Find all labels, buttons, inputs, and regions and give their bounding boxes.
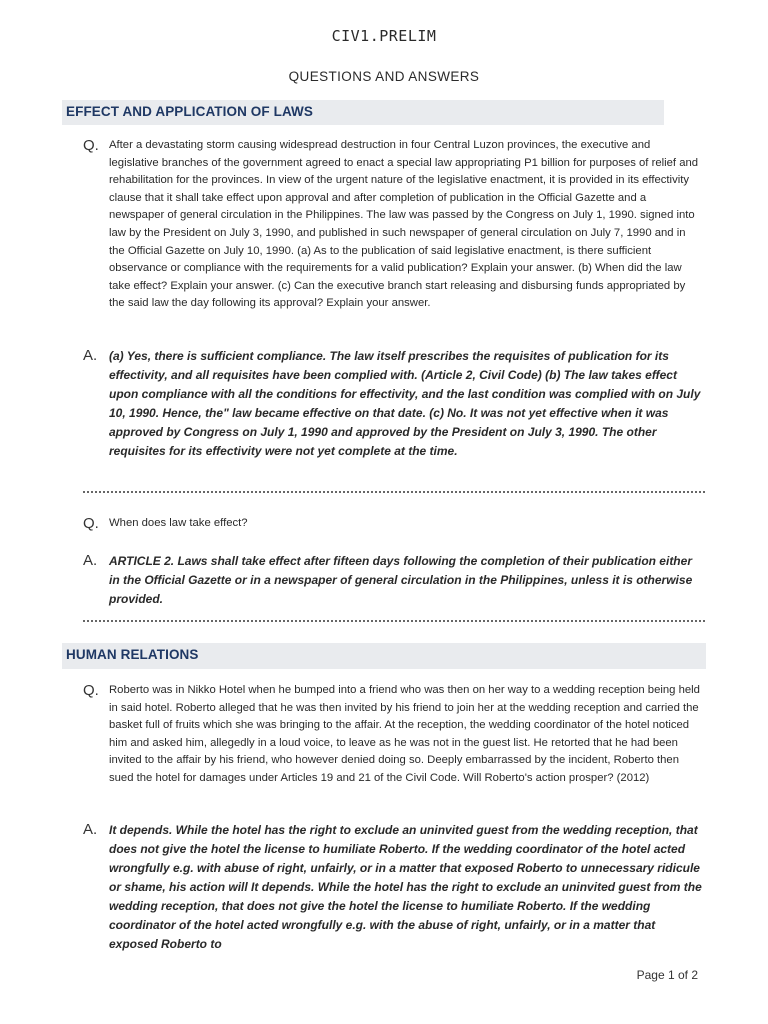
answer-text: ARTICLE 2. Laws shall take effect after fifteen days following the completion of their publication either in the Official Gazette or in a newspaper of general circulation in the Philippines, unless it is otherwise provided. [109, 554, 693, 606]
section-heading-label: EFFECT AND APPLICATION OF LAWS [66, 104, 313, 119]
section-heading-label: HUMAN RELATIONS [66, 647, 199, 662]
page-number: Page 1 of 2 [636, 968, 698, 982]
question-marker: Q. [83, 515, 99, 532]
question-marker: Q. [83, 137, 99, 154]
answer-text: (a) Yes, there is sufficient compliance. The law itself prescribes the requisites of publication for its effectivity, and all requisites have been complied with. (Article 2, Civil Code) (b) The law takes effect upon compliance with all the conditions for effectivity, and the last condition was complied with on July 10, 1990. Hence, the" law became effective on that date. (c) No. It was not yet effective when it was approved by Congress on July 1, 1990 and approved by the President on July 3, 1990. The other requisites for its effectivity were not yet complete at the time. [109, 349, 701, 458]
dotted-divider [83, 620, 705, 622]
dotted-divider [83, 491, 705, 493]
answer-text: It depends. While the hotel has the right to exclude an uninvited guest from the wedding reception, that does not give the hotel the license to humiliate Roberto. If the wedding coordinator of the hotel acted wrongfully e.g. with abuse of right, unfairly, or in a matter that exposed Roberto to unnecessary ridicule or shame, his action will It depends. While the hotel has the right to exclude an uninvited guest from the wedding reception, that does not give the hotel the license to humiliate Roberto. If the wedding coordinator of the hotel acted wrongfully e.g. with the abuse of right, unfairly, or in a matter that exposed Roberto to [109, 823, 702, 951]
document-subtitle: QUESTIONS AND ANSWERS [288, 69, 480, 84]
question-text: When does law take effect? [109, 517, 248, 529]
question-text: After a devastating storm causing widespread destruction in four Central Luzon provinces, the executive and legislative branches of the government agreed to enact a special law appropriating P1 billion for purposes of relief and rehabilitation for the provinces. In view of the urgent nature of the legislative enactment, it is provided in its effectivity clause that it shall take effect upon approval and after completion of publication in the Official Gazette and a newspaper of general circulation in the Philippines. The law was passed by the Congress on July 1, 1990. signed into law by the President on July 3, 1990, and published in such newspaper of general circulation on July 7, 1990 and in the Official Gazette on July 10, 1990. (a) As to the publication of said legislative enactment, is there sufficient observance or compliance with the requirements for a valid publication? Explain your answer. (b) When did the law take effect? Explain your answer. (c) Can the executive branch start releasing and disbursing funds appropriated by the said law the day following its approval? Explain your answer. [109, 139, 699, 310]
section-heading-effect-laws [62, 100, 664, 125]
question-marker: Q. [83, 682, 99, 699]
document-title: CIV1.PRELIM [331, 27, 437, 45]
answer-marker: A. [83, 347, 98, 364]
question-text: Roberto was in Nikko Hotel when he bumped into a friend who was then on her way to a wedding reception being held in said hotel. Roberto alleged that he was then invited by his friend to join her at the wedding reception and carried the basket full of fruits which she was bringing to the affair. At the reception, the wedding coordinator of the hotel noticed him and asked him, allegedly in a loud voice, to leave as he was not in the guest list. He retorted that he had been invited to the affair by his friend, who however denied doing so. Deeply embarrassed by the incident, Roberto then sued the hotel for damages under Articles 19 and 21 of the Civil Code. Will Roberto's action prosper? (2012) [109, 684, 700, 784]
answer-marker: A. [83, 821, 98, 838]
section-heading-human-relations [62, 643, 706, 669]
answer-marker: A. [83, 552, 98, 569]
